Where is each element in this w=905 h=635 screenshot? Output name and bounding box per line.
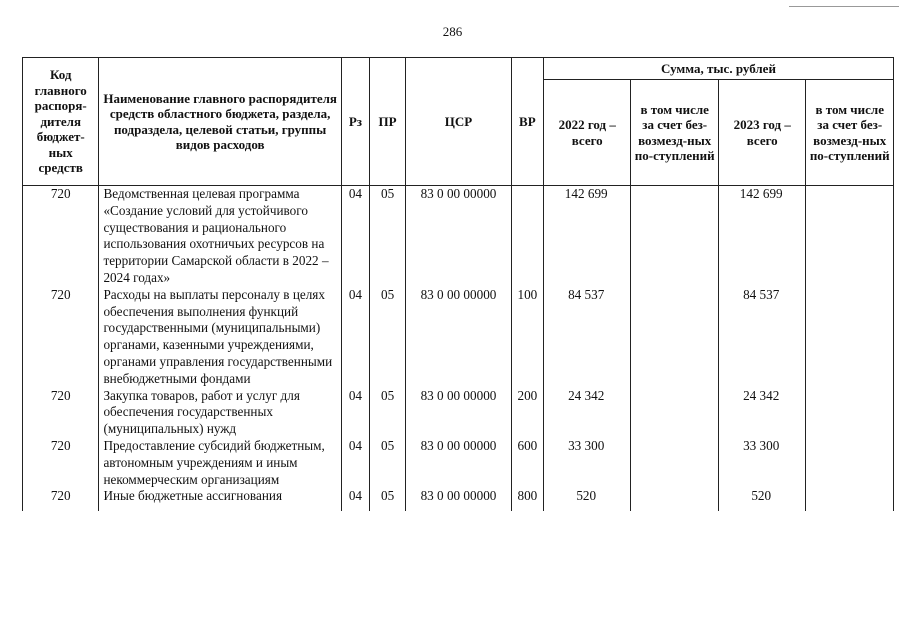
header-rz: Рз	[341, 58, 369, 186]
header-code: Код главного распоря-дителя бюджет-ных средств	[23, 58, 99, 186]
header-2022-gratuitous: в том числе за счет без-возмезд-ных по-ступлений	[631, 80, 719, 186]
cell-pr: 05	[369, 287, 405, 388]
header-2022-total: 2022 год – всего	[543, 80, 631, 186]
cell-2022-gratuitous	[631, 438, 719, 488]
header-sum-group: Сумма, тыс. рублей	[543, 58, 893, 80]
header-csr: ЦСР	[406, 58, 512, 186]
cell-vr: 200	[511, 388, 543, 438]
cell-code: 720	[23, 186, 99, 287]
cell-rz: 04	[341, 438, 369, 488]
cell-2023-gratuitous	[806, 388, 894, 438]
cell-2023-gratuitous	[806, 438, 894, 488]
cell-csr: 83 0 00 00000	[406, 186, 512, 287]
header-2023-total: 2023 год – всего	[718, 80, 806, 186]
table-row	[23, 186, 894, 287]
cell-pr: 05	[369, 438, 405, 488]
cell-2022-gratuitous	[631, 488, 719, 511]
cell-2022-gratuitous	[631, 388, 719, 438]
header-2023-gratuitous: в том числе за счет без-возмезд-ных по-ступлений	[806, 80, 894, 186]
cell-2023-total: 33 300	[718, 438, 806, 488]
cell-name: Ведомственная целевая программа «Создание условий для устойчивого существования и рационального использования охотничьих ресурсов на территории Самарской области в 2022 – 2024 годах»	[99, 186, 341, 287]
table-row	[23, 488, 894, 511]
cell-vr: 100	[511, 287, 543, 388]
cell-code: 720	[23, 438, 99, 488]
cell-vr	[511, 186, 543, 287]
cell-pr: 05	[369, 388, 405, 438]
cell-vr: 800	[511, 488, 543, 511]
cell-2023-total: 84 537	[718, 287, 806, 388]
table-row	[23, 287, 894, 388]
cell-rz: 04	[341, 186, 369, 287]
cell-2022-total: 142 699	[543, 186, 631, 287]
cell-csr: 83 0 00 00000	[406, 287, 512, 388]
cell-2023-total: 142 699	[718, 186, 806, 287]
top-rule	[789, 6, 899, 7]
cell-rz: 04	[341, 287, 369, 388]
cell-2022-total: 33 300	[543, 438, 631, 488]
cell-name: Предоставление субсидий бюджетным, автономным учреждениям и иным некоммерческим организациям	[99, 438, 341, 488]
cell-2023-gratuitous	[806, 287, 894, 388]
cell-code: 720	[23, 488, 99, 511]
table-row	[23, 438, 894, 488]
cell-2022-total: 84 537	[543, 287, 631, 388]
cell-csr: 83 0 00 00000	[406, 438, 512, 488]
header-name: Наименование главного распорядителя средств областного бюджета, раздела, подраздела, целевой статьи, группы видов расходов	[99, 58, 341, 186]
cell-2022-total: 520	[543, 488, 631, 511]
cell-pr: 05	[369, 186, 405, 287]
cell-csr: 83 0 00 00000	[406, 488, 512, 511]
table-row	[23, 388, 894, 438]
cell-name: Иные бюджетные ассигнования	[99, 488, 341, 511]
cell-2023-gratuitous	[806, 186, 894, 287]
cell-2023-total: 24 342	[718, 388, 806, 438]
cell-2022-gratuitous	[631, 287, 719, 388]
cell-2022-total: 24 342	[543, 388, 631, 438]
cell-name: Закупка товаров, работ и услуг для обеспечения государственных (муниципальных) нужд	[99, 388, 341, 438]
budget-table	[22, 57, 894, 511]
header-vr: ВР	[511, 58, 543, 186]
cell-2023-total: 520	[718, 488, 806, 511]
header-pr: ПР	[369, 58, 405, 186]
cell-vr: 600	[511, 438, 543, 488]
cell-name: Расходы на выплаты персоналу в целях обеспечения выполнения функций государственными (муниципальными) органами, казенными учреждениями, органами управления государственными внебюджетными фондами	[99, 287, 341, 388]
cell-pr: 05	[369, 488, 405, 511]
cell-code: 720	[23, 388, 99, 438]
cell-2022-gratuitous	[631, 186, 719, 287]
cell-rz: 04	[341, 488, 369, 511]
cell-csr: 83 0 00 00000	[406, 388, 512, 438]
cell-2023-gratuitous	[806, 488, 894, 511]
cell-rz: 04	[341, 388, 369, 438]
cell-code: 720	[23, 287, 99, 388]
page-number: 286	[442, 24, 463, 39]
